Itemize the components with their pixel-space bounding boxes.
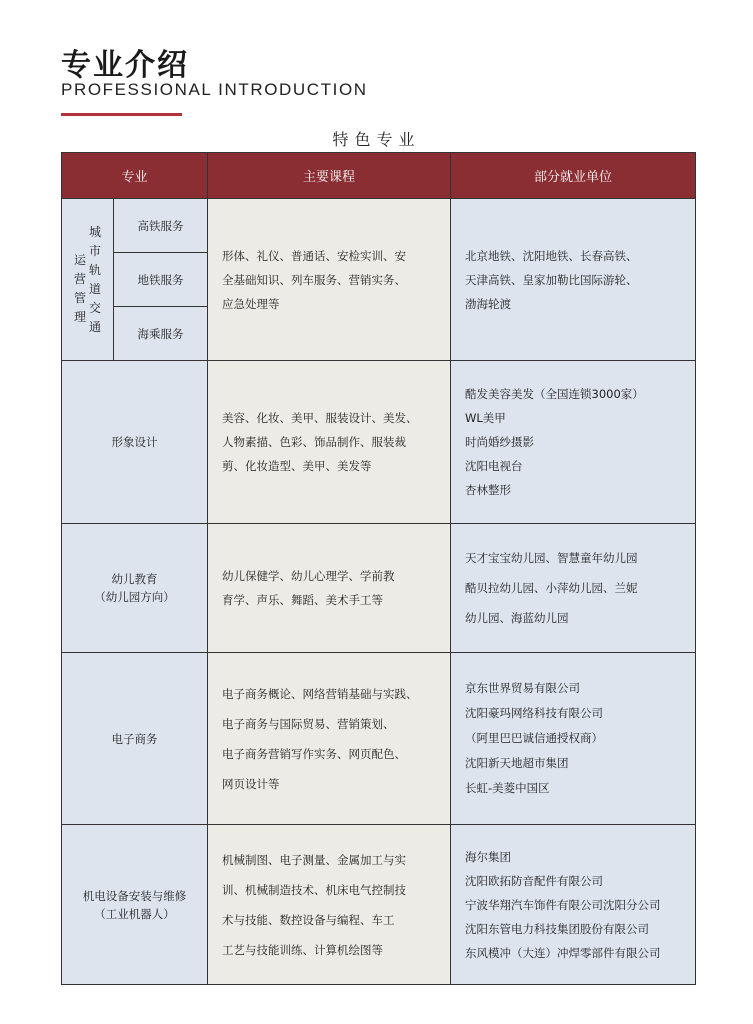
page-subtitle: PROFESSIONAL INTRODUCTION xyxy=(61,80,368,99)
sub-major-metro: 地铁服务 xyxy=(114,253,208,307)
major-image-design: 形象设计 xyxy=(62,361,208,524)
table-row xyxy=(62,825,696,985)
table-row xyxy=(62,524,696,653)
major-e-commerce: 电子商务 xyxy=(62,653,208,825)
table-header-row xyxy=(62,153,696,199)
major-electromechanical: 机电设备安装与维修 （工业机器人） xyxy=(62,825,208,985)
majors-table xyxy=(61,152,696,985)
employers-cell: 京东世界贸易有限公司 沈阳豪玛网络科技有限公司 （阿里巴巴诚信通授权商） 沈阳新天地超市集团 长虹-美菱中国区 xyxy=(451,653,696,825)
courses-cell: 幼儿保健学、幼儿心理学、学前教 育学、声乐、舞蹈、美术手工等 xyxy=(208,524,451,653)
courses-cell: 电子商务概论、网络营销基础与实践、 电子商务与国际贸易、营销策划、 电子商务营销写作实务、网页配色、 网页设计等 xyxy=(208,653,451,825)
employers-cell: 天才宝宝幼儿园、智慧童年幼儿园 酷贝拉幼儿园、小萍幼儿园、兰妮 幼儿园、海蓝幼儿园 xyxy=(451,524,696,653)
header-courses: 主要课程 xyxy=(208,153,451,199)
title-underline xyxy=(61,113,182,116)
employers-cell: 北京地铁、沈阳地铁、长春高铁、 天津高铁、皇家加勒比国际游轮、 渤海轮渡 xyxy=(451,199,696,361)
major-rail-col-a: 运 营 管 理 xyxy=(73,253,86,324)
courses-cell: 美容、化妆、美甲、服装设计、美发、 人物素描、色彩、饰品制作、服装裁 剪、化妆造型、美甲、美发等 xyxy=(208,361,451,524)
courses-cell: 机械制图、电子测量、金属加工与实 训、机械制造技术、机床电气控制技 术与技能、数控设备与编程、车工 工艺与技能训练、计算机绘图等 xyxy=(208,825,451,985)
sub-major-cruise: 海乘服务 xyxy=(114,307,208,361)
courses-cell: 形体、礼仪、普通话、安检实训、安 全基础知识、列车服务、营销实务、 应急处理等 xyxy=(208,199,451,361)
employers-cell: 海尔集团 沈阳欧拓防音配件有限公司 宁波华翔汽车饰件有限公司沈阳分公司 沈阳东管电力科技集团股份有限公司 东风模冲（大连）冲焊零部件有限公司 xyxy=(451,825,696,985)
header-employers: 部分就业单位 xyxy=(451,153,696,199)
employers-cell: 酷发美容美发（全国连锁3000家） WL美甲 时尚婚纱摄影 沈阳电视台 杏林整形 xyxy=(451,361,696,524)
table-row xyxy=(62,361,696,524)
header-major: 专业 xyxy=(62,153,208,199)
sub-major-high-speed-rail: 高铁服务 xyxy=(114,199,208,253)
table-row xyxy=(62,199,696,253)
major-preschool-education: 幼儿教育 （幼儿园方向） xyxy=(62,524,208,653)
table-row xyxy=(62,653,696,825)
major-rail-col-b: 城 市 轨 道 交 通 xyxy=(89,224,102,334)
major-rail-transit xyxy=(62,199,114,361)
table-title: 特色专业 xyxy=(332,130,421,149)
page-title: 专业介绍 xyxy=(61,48,189,83)
